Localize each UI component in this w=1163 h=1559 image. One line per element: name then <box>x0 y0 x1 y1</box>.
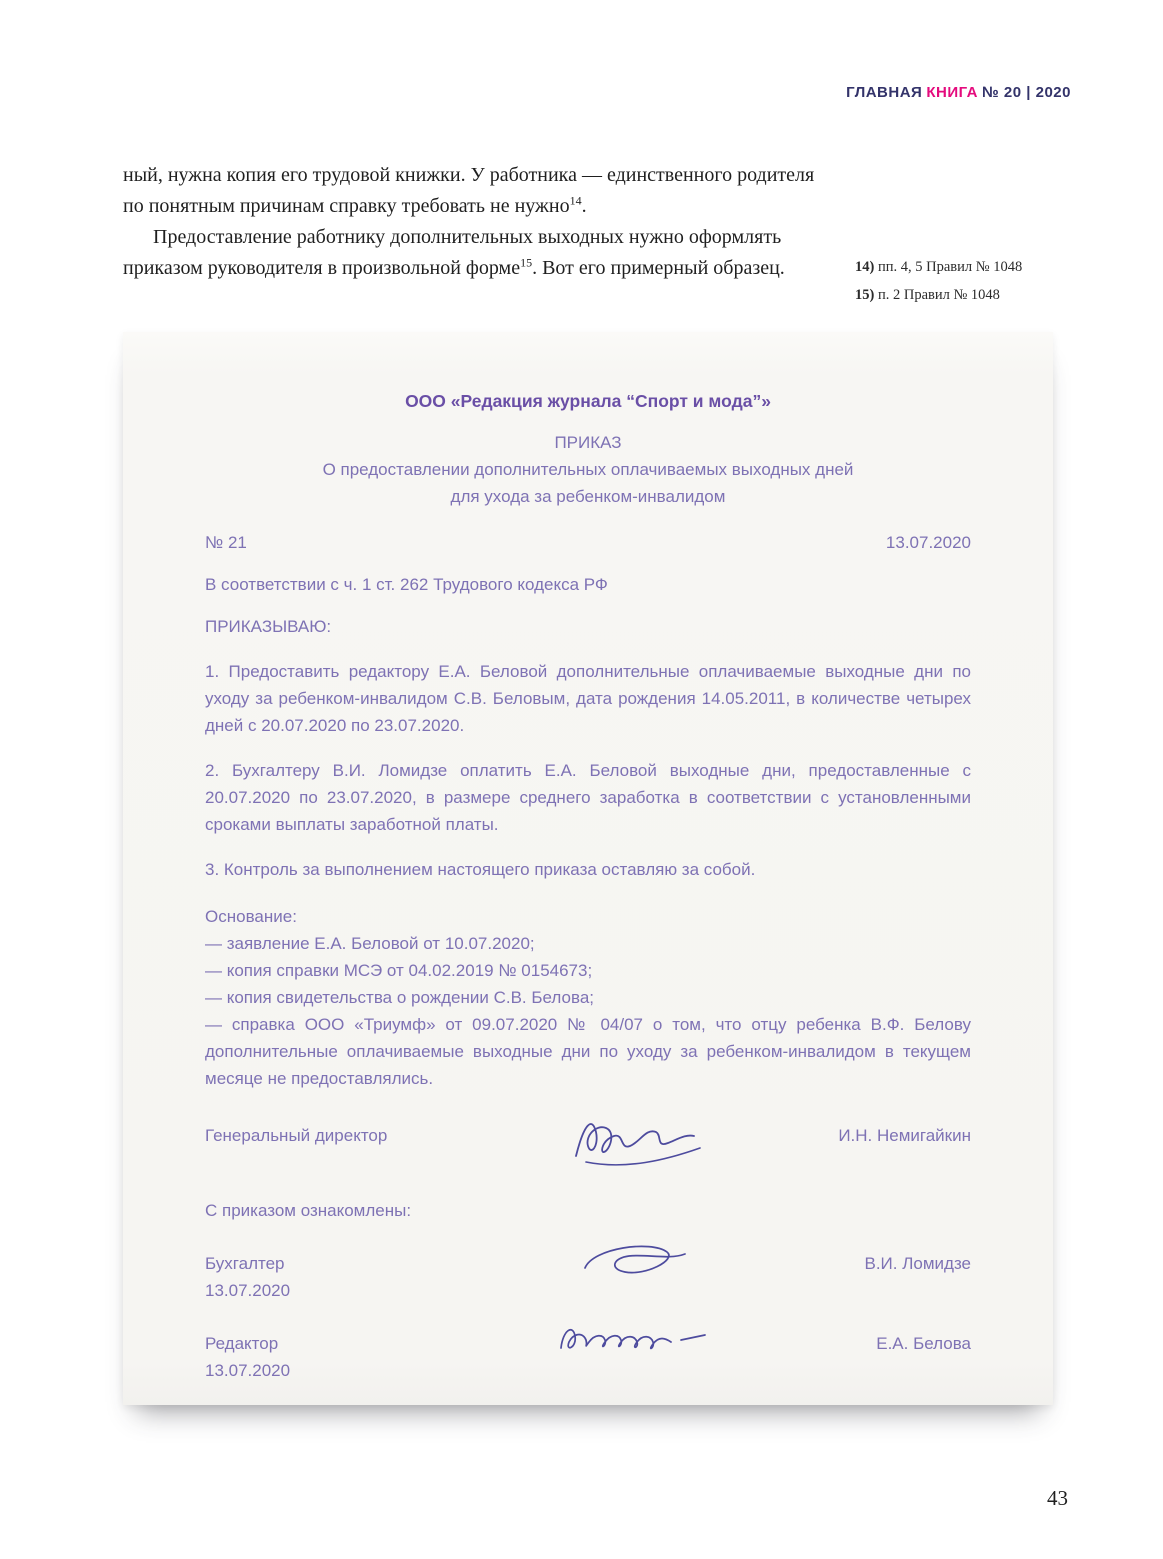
accountant-date: 13.07.2020 <box>205 1281 291 1300</box>
margin-footnotes <box>855 253 1085 309</box>
director-signature <box>505 1106 761 1170</box>
editor-signature-icon <box>553 1314 713 1364</box>
ground-1: — заявление Е.А. Беловой от 10.07.2020; <box>205 934 535 953</box>
footnote-14-marker: 14) <box>855 259 875 275</box>
director-name: И.Н. Немигайкин <box>838 1126 971 1145</box>
editor-position-block <box>205 1330 505 1384</box>
accountant-signature <box>505 1234 761 1286</box>
accountant-name: В.И. Ломидзе <box>864 1254 971 1273</box>
brand-glavnaya: ГЛАВНАЯ <box>846 84 923 101</box>
paragraph-1-tail: . <box>581 195 587 217</box>
footnote-14 <box>855 253 1085 281</box>
ground-3: — копия свидетельства о рождении С.В. Белова; <box>205 988 594 1007</box>
editor-name: Е.А. Белова <box>876 1334 971 1353</box>
company-name: ООО «Редакция журнала “Спорт и мода”» <box>405 391 771 411</box>
director-position: Генеральный директор <box>205 1126 388 1145</box>
accountant-signature-icon <box>573 1234 693 1286</box>
order-item-1: 1. Предоставить редактору Е.А. Беловой дополнительные оплачиваемые выходные дни по уходу за ребенком-инвалидом С.В. Беловым, дата рождения 14.05.2011, в количестве четырех дней с 20.07.2020 по 23.07.2020. <box>205 662 971 735</box>
grounds-title: Основание: <box>205 907 297 926</box>
article-text <box>123 160 818 284</box>
order-item-3: 3. Контроль за выполнением настоящего приказа оставляю за собой. <box>205 860 756 879</box>
footnote-15 <box>855 281 1085 309</box>
sample-order-document <box>123 332 1053 1405</box>
doc-number: № 21 <box>205 533 247 552</box>
doc-meta-row <box>205 529 971 556</box>
paragraph-1-text: ный, нужна копия его трудовой книжки. У работника — единственного родителя по понятным причинам справку требовать не нужно <box>123 164 815 217</box>
order-item-2: 2. Бухгалтеру В.И. Ломидзе оплатить Е.А. Беловой выходные дни, предоставленные с 20.07.2020 по 23.07.2020, в размере среднего заработка в соответствии с установленными сроками выплаты заработной платы. <box>205 761 971 834</box>
signature-row-accountant <box>205 1250 971 1304</box>
ground-4: — справка ООО «Триумф» от 09.07.2020 № 04/07 о том, что отцу ребенка В.Ф. Белову дополнительные оплачиваемые выходные дни по уходу за ребенком-инвалидом в текущем месяце не предоставлялись. <box>205 1015 971 1088</box>
footnote-ref-14: 14 <box>569 193 582 208</box>
footnote-ref-15: 15 <box>520 255 533 270</box>
editor-position: Редактор <box>205 1334 279 1353</box>
doc-type: ПРИКАЗ <box>554 433 622 452</box>
paragraph-2-text: Предоставление работнику дополнительных выходных нужно оформлять приказом руководителя в произвольной форме <box>123 226 782 279</box>
grounds-block <box>205 903 971 1092</box>
signature-row-editor <box>205 1330 971 1384</box>
accountant-position: Бухгалтер <box>205 1254 285 1273</box>
signature-row-director <box>205 1122 971 1170</box>
doc-subject-line1: О предоставлении дополнительных оплачиваемых выходных дней <box>322 460 854 479</box>
footnote-15-marker: 15) <box>855 287 875 303</box>
issue-number: № 20 | 2020 <box>982 84 1071 101</box>
magazine-masthead <box>846 84 1071 101</box>
doc-subject-line2: для ухода за ребенком-инвалидом <box>450 487 726 506</box>
paragraph-2 <box>123 222 818 284</box>
editor-signature <box>505 1314 761 1364</box>
doc-date: 13.07.2020 <box>885 533 971 552</box>
accountant-position-block <box>205 1250 505 1304</box>
paragraph-2-tail: . Вот его примерный образец. <box>532 257 785 279</box>
brand-kniga: КНИГА <box>926 84 979 101</box>
paragraph-1 <box>123 160 818 222</box>
order-word: ПРИКАЗЫВАЮ: <box>205 617 332 636</box>
director-signature-icon <box>558 1106 708 1170</box>
ground-2: — копия справки МСЭ от 04.02.2019 № 0154673; <box>205 961 593 980</box>
footnote-14-text: пп. 4, 5 Правил № 1048 <box>877 259 1023 275</box>
editor-date: 13.07.2020 <box>205 1361 291 1380</box>
legal-basis: В соответствии с ч. 1 ст. 262 Трудового кодекса РФ <box>205 575 608 594</box>
acknowledged-line: С приказом ознакомлены: <box>205 1201 412 1220</box>
footnote-15-text: п. 2 Правил № 1048 <box>877 287 1000 303</box>
page-number: 43 <box>1047 1486 1068 1510</box>
